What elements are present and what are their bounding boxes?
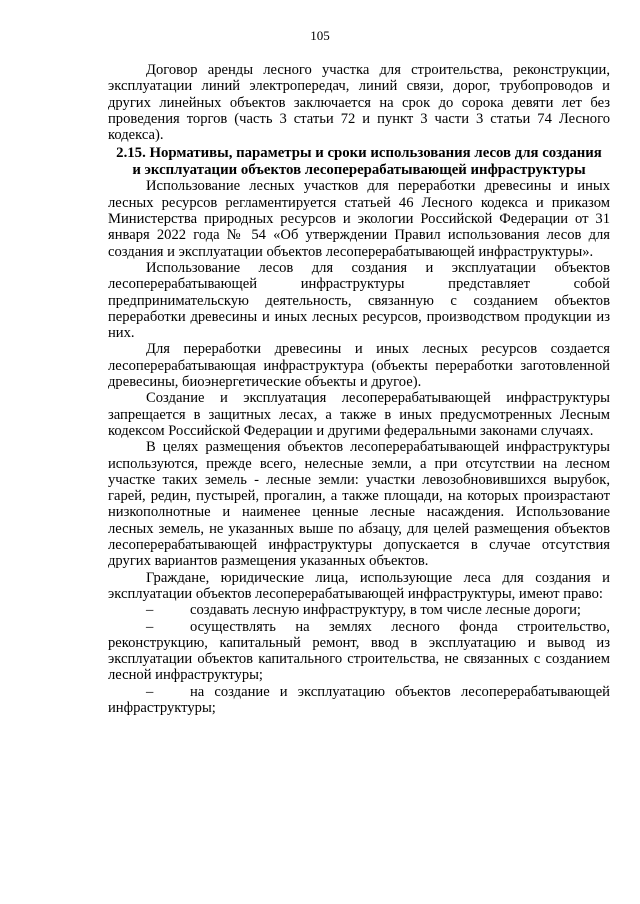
list-dash: – bbox=[146, 683, 154, 700]
section-paragraph: В целях размещения объектов лесоперерабатывающей инфраструктуры используются, прежде всего, нелесные земли, а при отсутствии на лесном участке таких земель - лесные земли: участки левозобновившихся вырубок, гарей, редин, пустырей, прогалин, а также площади, на которых произрастают низкополнотные и наименее ценные лесные насаждения. Использование лесных земель, не указанных выше по абзацу, для целей размещения объектов лесоперерабатывающей инфраструктуры допускается в случае отсутствия других вариантов размещения указанных объектов. bbox=[108, 439, 610, 570]
section-paragraph: Использование лесных участков для переработки древесины и иных лесных ресурсов регламентируется статьей 46 Лесного кодекса и приказом Министерства природных ресурсов и экологии Российской Федерации от 31 января 2022 года № 54 «Об утверждении Правил использования лесов для создания и эксплуатации объектов лесоперерабатывающей инфраструктуры». bbox=[108, 178, 610, 260]
list-item bbox=[108, 684, 610, 717]
page-content bbox=[108, 62, 610, 716]
list-item-text: создавать лесную инфраструктуру, в том числе лесные дороги; bbox=[190, 602, 581, 619]
section-heading bbox=[108, 145, 610, 178]
intro-paragraph: Договор аренды лесного участка для строительства, реконструкции, эксплуатации линий электропередач, линий связи, дорог, трубопроводов и других линейных объектов заключается на срок до сорока девяти лет без проведения торгов (часть 3 статьи 72 и пункт 3 части 3 статьи 74 Лесного кодекса). bbox=[108, 62, 610, 144]
section-heading-line-1: 2.15. Нормативы, параметры и сроки использования лесов для создания bbox=[116, 145, 602, 162]
list-dash: – bbox=[146, 618, 154, 635]
list-item bbox=[108, 619, 610, 684]
list-item bbox=[108, 602, 610, 618]
section-paragraph: Создание и эксплуатация лесоперерабатывающей инфраструктуры запрещается в защитных лесах, а также в иных предусмотренных Лесным кодексом Российской Федерации и другими федеральными законами случаях. bbox=[108, 390, 610, 439]
page-number: 105 bbox=[310, 28, 330, 43]
section-heading-line-2: и эксплуатации объектов лесоперерабатывающей инфраструктуры bbox=[132, 161, 586, 178]
list-item-text: осуществлять на землях лесного фонда строительство, реконструкцию, капитальный ремонт, ввод в эксплуатацию и вывод из эксплуатации объектов капитального строительства, не связанных с созданием лесной инфраструктуры; bbox=[108, 618, 610, 684]
section-paragraph: Использование лесов для создания и эксплуатации объектов лесоперерабатывающей инфраструктуры представляет собой предпринимательскую деятельность, связанную с созданием объектов переработки древесины и иных лесных ресурсов, производством продукции из них. bbox=[108, 259, 610, 342]
section-paragraph: Для переработки древесины и иных лесных ресурсов создается лесоперерабатывающая инфраструктура (объекты переработки заготовленной древесины, биоэнергетические объекты и другое). bbox=[108, 341, 610, 391]
list-dash: – bbox=[146, 602, 154, 619]
section-paragraph: Граждане, юридические лица, использующие леса для создания и эксплуатации объектов лесоперерабатывающей инфраструктуры, имеют право: bbox=[108, 569, 610, 602]
list-item-text: на создание и эксплуатацию объектов лесоперерабатывающей инфраструктуры; bbox=[108, 683, 610, 716]
